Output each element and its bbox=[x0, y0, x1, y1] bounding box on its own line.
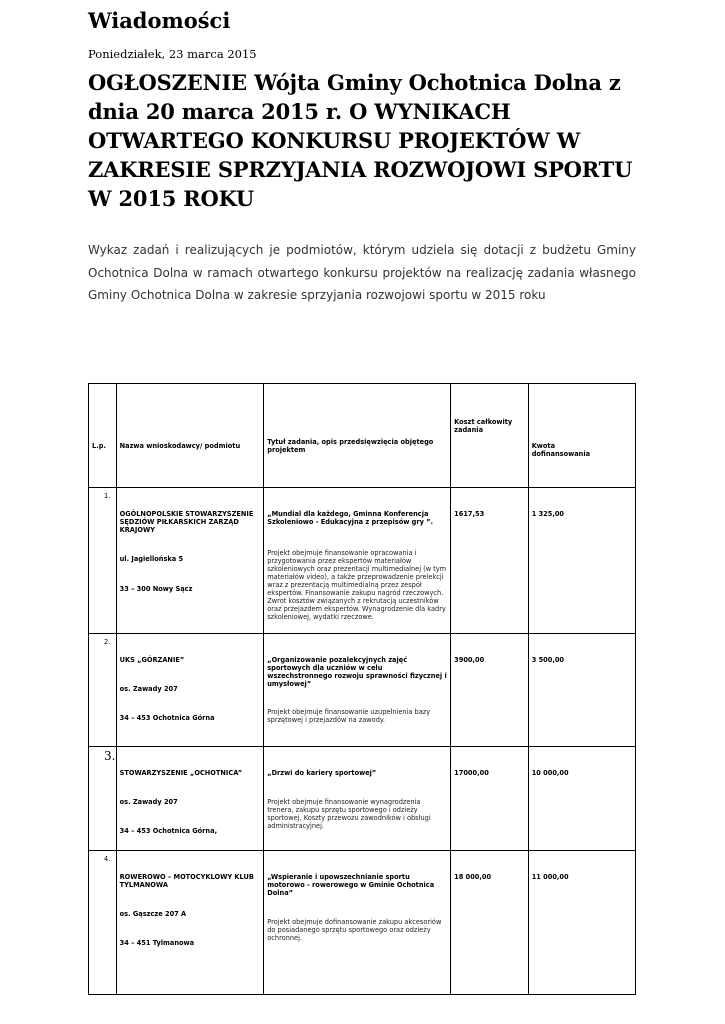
header-amount: Kwota dofinansowania bbox=[528, 384, 635, 488]
header-title: Tytuł zadania, opis przedsięwzięcia objętego projektem bbox=[264, 384, 451, 488]
cell-amount: 11 000,00 bbox=[528, 851, 635, 995]
cell-cost: 17000,00 bbox=[451, 747, 529, 851]
cell-applicant bbox=[116, 634, 264, 747]
header-lp: L.p. bbox=[89, 384, 117, 488]
cell-amount: 10 000,00 bbox=[528, 747, 635, 851]
cell-lp: 3. bbox=[89, 747, 117, 851]
table-header-row bbox=[89, 384, 636, 488]
article-title: OGŁOSZENIE Wójta Gminy Ochotnica Dolna z dnia 20 marca 2015 r. O WYNIKACH OTWARTEGO KONKURSU PROJEKTÓW W ZAKRESIE SPRZYJANIA ROZWOJOWI SPORTU W 2015 ROKU bbox=[88, 70, 633, 211]
header-cost: Koszt całkowity zadania bbox=[451, 384, 529, 488]
table-row bbox=[89, 634, 636, 747]
task-description: Projekt obejmuje dofinansowanie zakupu akcesoriów do posiadanego sprzętu sportowego oraz odzieży ochronnej. bbox=[267, 918, 442, 942]
task-description: Projekt obejmuje finansowanie opracowania i przygotowania przez ekspertów materiałów szkoleniowych oraz prezentacji multimedialnej (w tym materiałów video), a także przeprowadzenie prelekcji wraz z prezentacją multimedialną przez zespół ekspertów. Finansowanie zakupu nagród rzeczowych. Zwrot kosztów związanych z rekrutacją uczestników oraz przejazdem ekspertów. Wynagrodzenie dla kadry szkoleniowej, wydatki rzeczowe. bbox=[267, 549, 447, 621]
task-description: Projekt obejmuje finansowanie wynagrodzenia trenera, zakupu sprzętu sportowego i odzieży sportowej. Koszty przewozu zawodników i obsługi administracyjnej. bbox=[267, 798, 431, 830]
cell-cost: 3900,00 bbox=[451, 634, 529, 747]
task-title: „Organizowanie pozalekcyjnych zajęć sportowych dla uczniów w celu wszechstronnego rozwoju sprawności fizycznej i umysłowej” bbox=[267, 656, 447, 688]
applicant-street: ul. Jagiellońska 5 bbox=[119, 555, 184, 563]
article-intro: Wykaz zadań i realizujących je podmiotów, którym udziela się dotacji z budżetu Gminy Ochotnica Dolna w ramach otwartego konkursu projektów na realizację zadania własnego Gminy Ochotnica Dolna w zakresie sprzyjania rozwojowi sportu w 2015 roku bbox=[88, 243, 636, 302]
cell-applicant bbox=[116, 851, 264, 995]
cell-task bbox=[264, 747, 451, 851]
applicant-name: UKS „GÓRZANIE” bbox=[119, 656, 185, 664]
applicant-street: os. Zawady 207 bbox=[119, 798, 178, 806]
applicant-city: 34 – 451 Tylmanowa bbox=[119, 939, 195, 947]
task-title: „Drzwi do kariery sportowej” bbox=[267, 769, 377, 777]
table-row bbox=[89, 851, 636, 995]
header-name: Nazwa wnioskodawcy/ podmiotu bbox=[116, 384, 264, 488]
cell-cost: 18 000,00 bbox=[451, 851, 529, 995]
cell-amount: 1 325,00 bbox=[528, 488, 635, 634]
applicant-name: STOWARZYSZENIE „OCHOTNICA” bbox=[119, 769, 243, 777]
applicant-city: 33 – 300 Nowy Sącz bbox=[119, 585, 193, 593]
applicant-city: 34 – 453 Ochotnica Górna, bbox=[119, 827, 218, 835]
applicant-city: 34 – 453 Ochotnica Górna bbox=[119, 714, 215, 722]
task-description: Projekt obejmuje finansowanie uzupełnienia bazy sprzętowej i przejazdów na zawody. bbox=[267, 708, 431, 724]
applicant-name: OGÓLNOPOLSKIE STOWARZYSZENIE SĘDZIÓW PIŁKARSKICH ZARZĄD KRAJOWY bbox=[119, 510, 254, 534]
cell-amount: 3 500,00 bbox=[528, 634, 635, 747]
cell-cost: 1617,53 bbox=[451, 488, 529, 634]
cell-applicant bbox=[116, 747, 264, 851]
task-title: „Wspieranie i upowszechnianie sportu motorowo - rowerowego w Gminie Ochotnica Dolna” bbox=[267, 873, 435, 897]
cell-task bbox=[264, 634, 451, 747]
applicant-name: ROWEROWO – MOTOCYKLOWY KLUB TYLMANOWA bbox=[119, 873, 254, 889]
table-row bbox=[89, 488, 636, 634]
applicant-street: os. Gąszcze 207 A bbox=[119, 910, 187, 918]
site-title[interactable]: Wiadomości bbox=[88, 8, 231, 33]
applicant-street: os. Zawady 207 bbox=[119, 685, 178, 693]
results-table bbox=[88, 383, 636, 995]
cell-lp: 2. bbox=[89, 634, 117, 747]
cell-applicant bbox=[116, 488, 264, 634]
table-row bbox=[89, 747, 636, 851]
cell-lp: 4. bbox=[89, 851, 117, 995]
task-title: „Mundial dla każdego, Gminna Konferencja Szkoleniowo - Edukacyjna z przepisów gry ”. bbox=[267, 510, 434, 526]
cell-task bbox=[264, 851, 451, 995]
post-date: Poniedziałek, 23 marca 2015 bbox=[88, 47, 257, 61]
cell-task bbox=[264, 488, 451, 634]
cell-lp: 1. bbox=[89, 488, 117, 634]
